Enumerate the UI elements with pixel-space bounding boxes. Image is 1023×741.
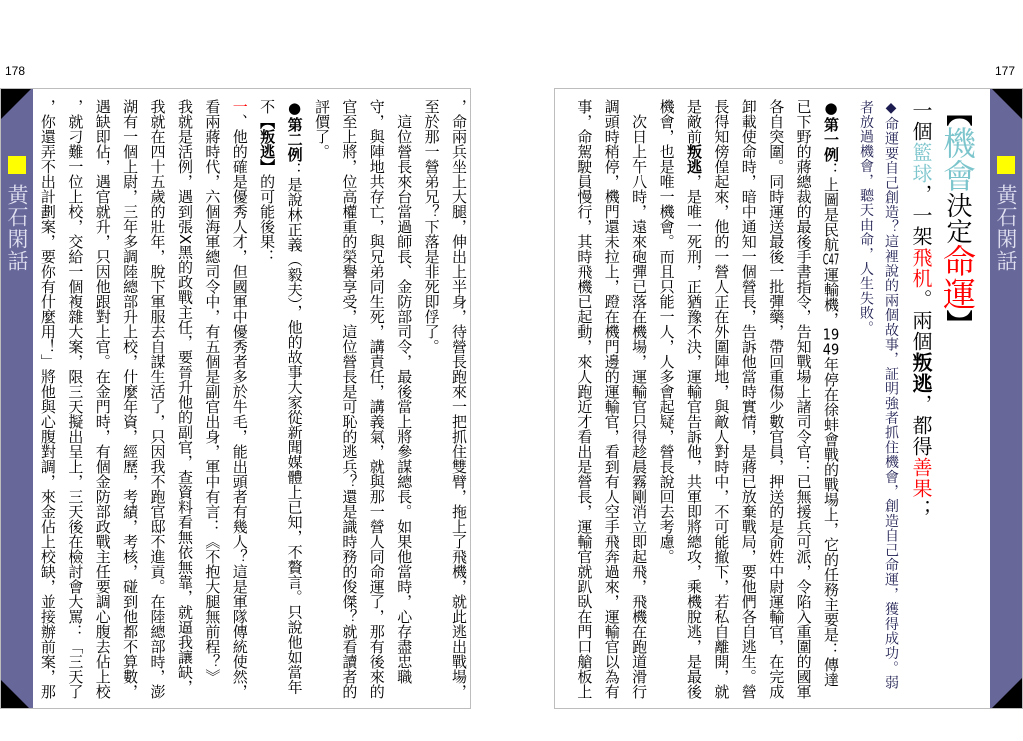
text-column (707, 99, 734, 704)
text: 一個 (909, 100, 933, 142)
title-word: 機會 (938, 126, 977, 192)
page-number-left: 178 (5, 64, 26, 78)
text: 我就在四十五歲的壯年，脫下軍服去自謀生活了，只因我不跑官邸不進貢。在陸總部時，澎 (148, 99, 167, 699)
text: 的可能後果： (258, 174, 277, 264)
text-column (308, 99, 335, 704)
text-column (789, 99, 816, 704)
text-column (762, 99, 789, 704)
chapter-label: 黃石閑話 (994, 184, 1018, 272)
text-column (734, 99, 761, 704)
left-page-body (34, 99, 472, 704)
highlight: 飛机 (909, 247, 933, 289)
text: 這位營長來台當過師長、金防部司令，最後當上將參謀總長。如果他當時，心存盡忠職 (395, 114, 414, 684)
text: 機會，也是唯一機會。而且只能一人，人多會起疑，營長說回去考慮。 (657, 99, 676, 564)
text-column (362, 99, 389, 704)
text-column (253, 99, 280, 704)
chapter-marker-icon (8, 156, 26, 174)
text: ，命兩兵坐上大腿，伸出上半身，待營長跑來一把抓住雙臂，拖上了飛機，就此逃出戰場， (450, 99, 468, 699)
text: ，是唯一死刑，正猶豫不決，運輸官告訴他，共軍即將總攻，乘機脫逃，是最後 (684, 174, 703, 699)
highlight: 籃球 (909, 142, 933, 184)
highlight: 善果 (909, 457, 933, 499)
text: ：上圖是民航 (822, 162, 840, 252)
text-column (597, 99, 624, 704)
chapter-marker-icon (997, 156, 1015, 174)
text: C47 (822, 252, 840, 267)
text: 守，與陣地共存亡，與兄弟同生死，講責任，講義氣，就與那一營人同命運了，那有後來的 (367, 99, 386, 699)
text: 49 (822, 342, 840, 357)
corner-triangle (1, 89, 31, 119)
article-summary: 者放過機會，聽天由命，人生失敗。 (858, 100, 874, 336)
text-column (143, 99, 170, 704)
bullet-icon: ● (822, 99, 840, 117)
text: 卸載使命時，暗中通知一個營長，告訴他當時實情，是蔣已放棄戰局，要他們各自逃生。營 (739, 99, 758, 699)
text: 不 (258, 99, 277, 114)
corner-triangle (992, 678, 1022, 708)
text-column (680, 99, 707, 704)
text: ，一架 (909, 184, 933, 247)
text-column (34, 99, 61, 704)
bracket: 【 (942, 100, 972, 126)
text: 湖有一個上尉，三年多調陸總部升上校，什麼年資，經歷，考績，考核，碰到他都不算數， (121, 99, 140, 699)
example-heading: 第一例 (822, 117, 840, 162)
text: 各自突圍。同時運送最後一批彈藥，帶回重傷少數官員，押送的是俞姓中尉運輸官，在完成 (767, 99, 786, 699)
text-column (625, 99, 652, 704)
list-number: 一 (230, 99, 249, 114)
text-column (817, 99, 844, 704)
article-summary: ◆命運要自己創造？這裡說的兩個故事，証明強者抓住機會，創造自己命運，獲得成功。弱 (883, 100, 899, 690)
text: 次日上午八時，遠來砲彈已落在機場，運輸官只得趁晨霧剛消立即起飛，飛機在跑道滑行 (630, 114, 649, 699)
emphasis: 【叛逃】 (258, 114, 277, 174)
text: 遇缺即佔，遇官就升，只因他跟對上官。在金門時，有個金防部政戰主任要調心腹去佔上校 (93, 99, 112, 699)
bracket: 】 (942, 310, 972, 336)
text: 我就是活例，遇到張X黑的政戰主任，要晉升他的副官，查資料看無依無靠，就逼我讓缺， (175, 99, 194, 695)
text-column (445, 99, 472, 704)
bullet-icon: ● (285, 99, 304, 117)
text-column (570, 99, 597, 704)
text: 看兩蔣時代，六個海軍總司令中，有五個是副官出身，軍中有言：《不抱大腿無前程？》 (203, 99, 222, 684)
text: 是敵前 (684, 99, 703, 144)
text: 評價了。 (312, 99, 331, 159)
text: ； (909, 499, 933, 520)
text: 年停在徐蚌會戰的戰場上，它的任務主要是：傳達 (822, 357, 840, 687)
text: 調頭時稍停，機門還未拉上，蹬在機門邊的運輸官，看到有人空手飛奔過來，運輸官以為有 (602, 99, 621, 699)
corner-triangle (992, 89, 1022, 119)
article-subtitle (903, 100, 939, 705)
title-word: 命運 (938, 244, 977, 310)
text: 運輸機， (822, 267, 840, 327)
text-column (198, 99, 225, 704)
title-word: 決定 (942, 192, 972, 244)
chapter-band-right (990, 89, 1022, 708)
text-column (390, 99, 417, 704)
text: 至於那一營弟兄？下落是非死即俘了。 (422, 99, 441, 354)
text: 已下野的蔣總裁的最後手書指令，告知戰場上諸司令官：已無援兵可派，令陷入重圍的國軍 (794, 99, 813, 699)
chapter-label: 黃石閑話 (5, 184, 29, 272)
text: ，就刁難一位上校，交給一個複雜大案，限三天擬出呈上，三天後在檢討會大罵：「三天了 (66, 99, 85, 699)
text: ，都得 (909, 394, 933, 457)
text-column (225, 99, 252, 704)
right-page-body (570, 99, 844, 704)
emphasis: 叛逃 (684, 144, 703, 174)
text: 19 (822, 327, 840, 342)
text-column (280, 99, 307, 704)
corner-triangle (1, 680, 29, 708)
text: ：是說林正義（毅夫），他的故事大家從新聞媒體上已知，不贅言。只說他如當年 (285, 162, 304, 695)
text-column (116, 99, 143, 704)
text: 、他的確是優秀人才，但國軍中優秀者多於牛毛，能出頭者有幾人？這是軍隊傳統使然， (230, 114, 249, 699)
text-column (652, 99, 679, 704)
text: 。兩個 (909, 289, 933, 352)
example-heading: 第二例 (285, 117, 304, 162)
text: 長得知傍偟起來，他的一營人正在外圍陣地，與敵人對時中，不可能撤下，若私自離開，就 (712, 99, 731, 699)
highlight: 叛逃 (909, 352, 933, 394)
text: 官至上將，位高權重的榮譽享受，這位營長是可恥的逃兵？還是識時務的俊傑？就看讀者的 (340, 99, 359, 699)
text-column (88, 99, 115, 704)
text: ，你還弄不出計劃案，要你有什麼用！」將他與心腹對調，來金佔上校缺，並接辦前案，那 (38, 99, 57, 699)
article-title (939, 100, 975, 705)
text-column (335, 99, 362, 704)
page-number-right: 177 (995, 64, 1016, 78)
article-heading (850, 100, 975, 705)
text-column (171, 99, 198, 704)
text-column (61, 99, 88, 704)
text: 事，命駕駛員慢行，其時飛機已起動，來人跑近才看出是營長，運輸官就趴臥在門口艙板上 (575, 99, 594, 699)
chapter-band-left (1, 89, 33, 708)
text-column (417, 99, 444, 704)
